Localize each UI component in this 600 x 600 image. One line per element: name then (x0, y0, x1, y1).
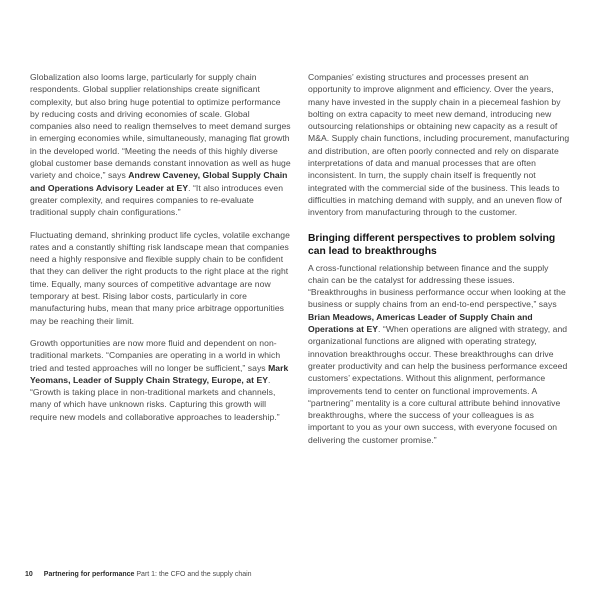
body-text: can lead to breakthroughs (308, 245, 437, 257)
body-paragraph (30, 337, 292, 423)
person-name-and-title: Andrew Caveney, Global Supply Chain and Operations Advisory Leader at EY (30, 170, 288, 193)
left-column (30, 71, 292, 456)
page-number: 10 (25, 571, 33, 578)
body-text: A cross-functional relationship between finance and the supply chain can be the catalyst for addressing these issues. “Breakthroughs in business performance occur when looking at the business or supply chains from an end-to-end perspective,” says (308, 262, 566, 310)
two-column-body (30, 71, 570, 456)
body-text: . “Growth is taking place in non-traditional markets and channels, many of which have unknown risks. Capturing this growth will require new models and collaborative approaches to leadership.” (30, 374, 280, 422)
body-paragraph (30, 229, 292, 327)
right-column (308, 71, 570, 456)
body-text: . “It also introduces even greater complexity, and requires companies to re-evaluate traditional supply chain configurations.” (30, 182, 284, 218)
body-paragraph (30, 71, 292, 219)
body-text: Growth opportunities are now more fluid and dependent on non-traditional markets. “Companies are operating in a world in which tried and tested approaches will no longer be sufficient,” says (30, 337, 281, 373)
body-text: Companies’ existing structures and processes present an opportunity to improve alignment and efficiency. Over the years, many have invested in the supply chain in a piecemeal fashion by bolting on extra capacity to meet new demand, introducing new outsourcing relationships or obtaining new capacity as a result of M&A. Supply chain functions, including procurement, manufacturing and distribution, are often poorly connected and rely on disparate interpretations of data and manual processes that are often inconsistent. In turn, the supply chain itself is frequently not integrated with the commercial side of the business. This leads to difficulties in matching demand with supply, and an uneven flow of inventory from manufacturing through to the customer. (308, 72, 570, 218)
footer-running-title (44, 570, 252, 579)
body-text: . “When operations are aligned with strategy, and organizational functions are aligned with operating strategy, innovation breakthroughs occur. These breakthroughs can drive greater productivity and can help the business performance exceed customers’ expectations. Without this alignment, performance improvements tend to center on functional improvements. A “partnering” mentality is a core cultural attribute behind innovative breakthroughs, where the success of your colleagues is as important to you as your own success, with everyone focused on delivering the customer promise.” (308, 324, 568, 445)
page-footer (25, 570, 252, 579)
report-title: Partnering for performance (43, 571, 135, 578)
body-text: Globalization also looms large, particularly for supply chain respondents. Global supplier relationships create significant complexity, but also bring huge potential to optimize performance by reducing costs and driving economies of scale. Global companies also need to realign themselves to meet demand surges in emerging economies while, simultaneously, managing flat growth in the developed world. “Meeting the needs of this highly diverse global customer base demands constant innovation as well as huge variety and choice,” says (30, 72, 291, 181)
person-name-and-title: Brian Meadows, Americas Leader of Supply Chain and Operations at EY (308, 311, 533, 335)
section-heading (308, 232, 570, 258)
report-subtitle: Part 1: the CFO and the supply chain (134, 571, 252, 578)
body-text: Bringing different perspectives to problem solving (308, 232, 556, 244)
body-paragraph (308, 262, 570, 446)
person-name-and-title: Mark Yeomans, Leader of Supply Chain Strategy, Europe, at EY (30, 362, 289, 385)
body-text: Fluctuating demand, shrinking product life cycles, volatile exchange rates and a constantly shifting risk landscape mean that companies need a highly responsive and flexible supply chain to be confident that they can deliver the right products to the right place at the right time. Equally, many sources of competitive advantage are now temporary at best. Rising labor costs, particularly in core manufacturing hubs, mean that many price arbitrage opportunities may be reaching their limit. (30, 229, 290, 326)
body-paragraph (308, 71, 570, 219)
